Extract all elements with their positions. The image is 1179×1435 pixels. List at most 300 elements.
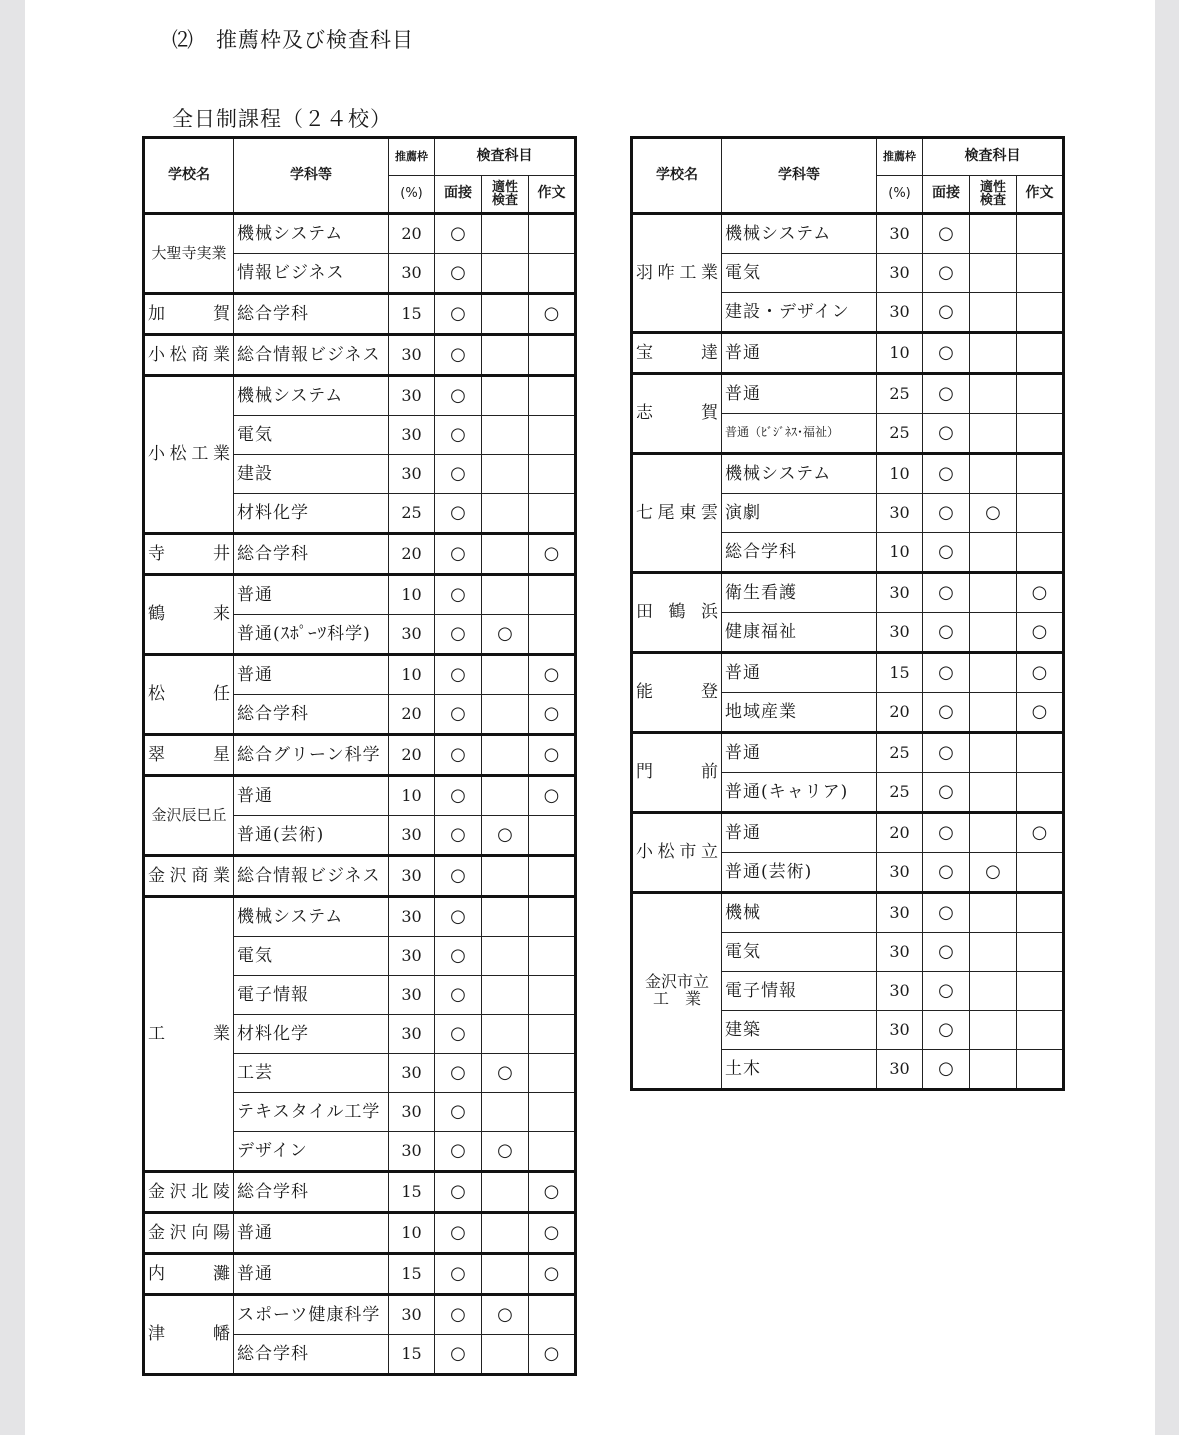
aptitude-mark	[970, 454, 1017, 494]
department-name: 総合学科	[722, 533, 877, 573]
interview-mark: ○	[923, 254, 970, 293]
essay-mark	[529, 254, 576, 294]
interview-mark: ○	[923, 454, 970, 494]
school-name: 金沢向陽	[144, 1213, 234, 1254]
quota-percent: 10	[389, 655, 435, 695]
header-interview: 面接	[435, 176, 482, 214]
table-row	[632, 653, 1064, 693]
quota-percent: 15	[877, 653, 923, 693]
interview-mark: ○	[435, 615, 482, 655]
school-name: 金沢北陵	[144, 1172, 234, 1213]
department-name: 総合学科	[234, 695, 389, 735]
table-row	[144, 735, 576, 776]
aptitude-mark	[482, 214, 529, 254]
essay-mark	[529, 575, 576, 615]
interview-mark: ○	[435, 455, 482, 494]
header-department: 学科等	[234, 138, 389, 214]
essay-mark	[1017, 972, 1064, 1011]
essay-mark	[529, 856, 576, 897]
department-name: 総合グリーン科学	[234, 735, 389, 776]
interview-mark: ○	[435, 335, 482, 376]
interview-mark: ○	[435, 1295, 482, 1335]
quota-percent: 30	[877, 293, 923, 333]
school-name: 工業	[144, 897, 234, 1172]
quota-percent: 30	[877, 893, 923, 933]
department-name: 電気	[722, 933, 877, 972]
department-name: 電気	[234, 937, 389, 976]
quota-percent: 30	[389, 816, 435, 856]
interview-mark: ○	[435, 294, 482, 335]
essay-mark	[529, 1015, 576, 1054]
table-row	[632, 573, 1064, 613]
essay-mark	[1017, 214, 1064, 254]
aptitude-mark	[970, 653, 1017, 693]
interview-mark: ○	[435, 976, 482, 1015]
essay-mark: ○	[1017, 653, 1064, 693]
interview-mark: ○	[435, 1054, 482, 1093]
essay-mark: ○	[529, 294, 576, 335]
department-name: 普通（ﾋﾞｼﾞﾈｽ･福祉）	[722, 414, 877, 454]
aptitude-mark	[970, 1050, 1017, 1090]
interview-mark: ○	[923, 773, 970, 813]
interview-mark: ○	[923, 1011, 970, 1050]
interview-mark: ○	[923, 333, 970, 374]
essay-mark	[1017, 494, 1064, 533]
quota-percent: 15	[389, 1172, 435, 1213]
header-essay: 作文	[1017, 176, 1064, 214]
table-row	[144, 1213, 576, 1254]
department-name: 機械システム	[234, 376, 389, 416]
school-name: 小松商業	[144, 335, 234, 376]
aptitude-mark	[970, 933, 1017, 972]
quota-percent: 20	[389, 695, 435, 735]
interview-mark: ○	[923, 494, 970, 533]
interview-mark: ○	[435, 816, 482, 856]
quota-percent: 30	[877, 1011, 923, 1050]
aptitude-mark	[482, 937, 529, 976]
quota-percent: 25	[877, 733, 923, 773]
aptitude-mark	[970, 333, 1017, 374]
department-name: 演劇	[722, 494, 877, 533]
header-school: 学校名	[144, 138, 234, 214]
aptitude-mark: ○	[482, 1132, 529, 1172]
school-name: 小松市立	[632, 813, 722, 893]
aptitude-mark	[970, 693, 1017, 733]
quota-percent: 30	[877, 214, 923, 254]
header-school: 学校名	[632, 138, 722, 214]
interview-mark: ○	[923, 533, 970, 573]
aptitude-mark	[482, 376, 529, 416]
quota-percent: 20	[389, 735, 435, 776]
interview-mark: ○	[923, 214, 970, 254]
quota-percent: 15	[389, 1335, 435, 1375]
essay-mark	[1017, 933, 1064, 972]
aptitude-mark	[970, 414, 1017, 454]
interview-mark: ○	[435, 534, 482, 575]
interview-mark: ○	[435, 1093, 482, 1132]
aptitude-mark	[482, 1172, 529, 1213]
aptitude-mark: ○	[482, 1054, 529, 1093]
school-name: 松任	[144, 655, 234, 735]
essay-mark	[529, 615, 576, 655]
interview-mark: ○	[435, 1335, 482, 1375]
aptitude-mark	[970, 573, 1017, 613]
quota-percent: 20	[389, 534, 435, 575]
aptitude-mark	[970, 773, 1017, 813]
quota-percent: 30	[389, 416, 435, 455]
header-department: 学科等	[722, 138, 877, 214]
essay-mark	[529, 335, 576, 376]
quota-percent: 15	[389, 1254, 435, 1295]
aptitude-mark	[482, 1254, 529, 1295]
interview-mark: ○	[435, 856, 482, 897]
essay-mark	[529, 816, 576, 856]
aptitude-mark	[482, 976, 529, 1015]
school-name: 大聖寺実業	[144, 214, 234, 294]
department-name: 電子情報	[234, 976, 389, 1015]
aptitude-mark	[482, 897, 529, 937]
table-row	[632, 733, 1064, 773]
department-name: 普通	[234, 1254, 389, 1295]
interview-mark: ○	[923, 972, 970, 1011]
department-name: 総合学科	[234, 1335, 389, 1375]
aptitude-mark	[970, 613, 1017, 653]
quota-percent: 30	[389, 976, 435, 1015]
school-name: 能登	[632, 653, 722, 733]
table-row	[632, 893, 1064, 933]
table-row	[144, 376, 576, 416]
essay-mark	[529, 976, 576, 1015]
department-name: 総合学科	[234, 294, 389, 335]
essay-mark: ○	[1017, 693, 1064, 733]
essay-mark	[529, 1093, 576, 1132]
quota-percent: 25	[877, 374, 923, 414]
table-row	[144, 776, 576, 816]
school-name: 羽咋工業	[632, 214, 722, 333]
essay-mark	[1017, 1050, 1064, 1090]
school-name: 宝達	[632, 333, 722, 374]
header-quota: 推薦枠	[389, 138, 435, 176]
aptitude-mark: ○	[970, 853, 1017, 893]
quota-percent: 30	[389, 1132, 435, 1172]
aptitude-mark	[482, 695, 529, 735]
aptitude-mark	[482, 534, 529, 575]
school-name: 翠星	[144, 735, 234, 776]
essay-mark	[529, 1295, 576, 1335]
interview-mark: ○	[923, 733, 970, 773]
aptitude-mark	[970, 293, 1017, 333]
essay-mark	[1017, 533, 1064, 573]
quota-percent: 20	[389, 214, 435, 254]
quota-percent: 30	[877, 933, 923, 972]
header-quota-unit: (%)	[877, 176, 923, 214]
aptitude-mark	[970, 214, 1017, 254]
school-name: 金沢商業	[144, 856, 234, 897]
table-row	[632, 454, 1064, 494]
interview-mark: ○	[435, 1254, 482, 1295]
quota-percent: 30	[389, 254, 435, 294]
quota-percent: 30	[877, 972, 923, 1011]
department-name: 普通	[234, 575, 389, 615]
interview-mark: ○	[435, 776, 482, 816]
aptitude-mark	[970, 733, 1017, 773]
interview-mark: ○	[435, 937, 482, 976]
table-row	[144, 575, 576, 615]
essay-mark	[1017, 893, 1064, 933]
interview-mark: ○	[435, 1015, 482, 1054]
interview-mark: ○	[923, 813, 970, 853]
aptitude-mark	[482, 1213, 529, 1254]
essay-mark	[529, 416, 576, 455]
aptitude-mark	[482, 294, 529, 335]
essay-mark: ○	[529, 695, 576, 735]
department-name: 普通	[722, 333, 877, 374]
essay-mark: ○	[1017, 573, 1064, 613]
interview-mark: ○	[435, 735, 482, 776]
interview-mark: ○	[435, 1172, 482, 1213]
essay-mark	[529, 214, 576, 254]
department-name: デザイン	[234, 1132, 389, 1172]
interview-mark: ○	[435, 214, 482, 254]
department-name: 機械	[722, 893, 877, 933]
interview-mark: ○	[435, 897, 482, 937]
quota-percent: 30	[389, 1054, 435, 1093]
department-name: 普通(芸術)	[234, 816, 389, 856]
aptitude-mark	[970, 813, 1017, 853]
aptitude-mark	[482, 494, 529, 534]
essay-mark	[529, 937, 576, 976]
quota-percent: 30	[389, 937, 435, 976]
quota-percent: 30	[389, 615, 435, 655]
department-name: 電気	[722, 254, 877, 293]
aptitude-mark	[970, 972, 1017, 1011]
essay-mark: ○	[529, 1254, 576, 1295]
aptitude-mark: ○	[482, 615, 529, 655]
department-name: 材料化学	[234, 1015, 389, 1054]
quota-percent: 25	[877, 414, 923, 454]
quota-percent: 10	[389, 776, 435, 816]
school-name: 津幡	[144, 1295, 234, 1375]
school-name: 志賀	[632, 374, 722, 454]
quota-percent: 15	[389, 294, 435, 335]
department-name: 土木	[722, 1050, 877, 1090]
essay-mark	[529, 376, 576, 416]
department-name: 普通	[722, 374, 877, 414]
department-name: 電子情報	[722, 972, 877, 1011]
aptitude-mark	[970, 1011, 1017, 1050]
interview-mark: ○	[923, 1050, 970, 1090]
department-name: 総合情報ビジネス	[234, 856, 389, 897]
quota-percent: 10	[877, 333, 923, 374]
department-name: 普通	[234, 776, 389, 816]
interview-mark: ○	[435, 1213, 482, 1254]
quota-table-right	[630, 136, 1065, 1091]
quota-percent: 30	[389, 335, 435, 376]
school-name: 鶴来	[144, 575, 234, 655]
aptitude-mark	[970, 374, 1017, 414]
school-name: 門前	[632, 733, 722, 813]
department-name: 機械システム	[722, 214, 877, 254]
aptitude-mark	[482, 335, 529, 376]
interview-mark: ○	[923, 653, 970, 693]
quota-percent: 25	[877, 773, 923, 813]
interview-mark: ○	[435, 376, 482, 416]
table-row	[144, 335, 576, 376]
interview-mark: ○	[923, 293, 970, 333]
interview-mark: ○	[435, 655, 482, 695]
quota-percent: 10	[389, 1213, 435, 1254]
essay-mark	[1017, 293, 1064, 333]
department-name: テキスタイル工学	[234, 1093, 389, 1132]
essay-mark: ○	[529, 534, 576, 575]
interview-mark: ○	[435, 254, 482, 294]
department-name: 材料化学	[234, 494, 389, 534]
aptitude-mark: ○	[482, 1295, 529, 1335]
interview-mark: ○	[923, 414, 970, 454]
school-name: 小松工業	[144, 376, 234, 534]
header-quota: 推薦枠	[877, 138, 923, 176]
table-row	[632, 813, 1064, 853]
department-name: スポーツ健康科学	[234, 1295, 389, 1335]
quota-percent: 10	[389, 575, 435, 615]
interview-mark: ○	[923, 693, 970, 733]
header-row	[632, 138, 1064, 176]
aptitude-mark	[482, 735, 529, 776]
quota-table-left	[142, 136, 577, 1376]
table-row	[632, 333, 1064, 374]
table-row	[144, 1172, 576, 1213]
table-row	[144, 655, 576, 695]
essay-mark	[1017, 1011, 1064, 1050]
quota-percent: 20	[877, 813, 923, 853]
quota-percent: 30	[389, 455, 435, 494]
header-aptitude: 適性 検査	[482, 176, 529, 214]
quota-percent: 30	[389, 376, 435, 416]
department-name: 工芸	[234, 1054, 389, 1093]
aptitude-mark	[482, 1335, 529, 1375]
quota-percent: 30	[877, 494, 923, 533]
essay-mark	[1017, 853, 1064, 893]
school-name: 内灘	[144, 1254, 234, 1295]
quota-percent: 10	[877, 533, 923, 573]
table-row	[144, 214, 576, 254]
quota-percent: 30	[877, 573, 923, 613]
department-name: 普通	[722, 813, 877, 853]
aptitude-mark	[970, 254, 1017, 293]
interview-mark: ○	[435, 695, 482, 735]
quota-percent: 30	[389, 1093, 435, 1132]
department-name: 普通(芸術)	[722, 853, 877, 893]
header-interview: 面接	[923, 176, 970, 214]
table-row	[144, 1254, 576, 1295]
table-row	[144, 534, 576, 575]
aptitude-mark	[970, 893, 1017, 933]
department-name: 普通	[722, 653, 877, 693]
essay-mark	[529, 897, 576, 937]
quota-percent: 30	[389, 856, 435, 897]
quota-percent: 25	[389, 494, 435, 534]
interview-mark: ○	[435, 416, 482, 455]
table-row	[632, 214, 1064, 254]
department-name: 普通	[234, 1213, 389, 1254]
school-name: 七尾東雲	[632, 454, 722, 573]
essay-mark	[529, 1054, 576, 1093]
department-name: 普通(キャリア)	[722, 773, 877, 813]
quota-percent: 30	[877, 613, 923, 653]
aptitude-mark	[482, 776, 529, 816]
essay-mark: ○	[529, 1172, 576, 1213]
essay-mark: ○	[529, 776, 576, 816]
interview-mark: ○	[435, 494, 482, 534]
essay-mark	[1017, 254, 1064, 293]
essay-mark: ○	[529, 1213, 576, 1254]
quota-percent: 30	[877, 1050, 923, 1090]
aptitude-mark	[482, 655, 529, 695]
essay-mark	[529, 1132, 576, 1172]
aptitude-mark	[482, 254, 529, 294]
department-name: 建設	[234, 455, 389, 494]
essay-mark: ○	[529, 735, 576, 776]
school-name: 寺井	[144, 534, 234, 575]
header-row	[144, 138, 576, 176]
header-essay: 作文	[529, 176, 576, 214]
header-aptitude: 適性 検査	[970, 176, 1017, 214]
school-name: 加賀	[144, 294, 234, 335]
department-name: 機械システム	[234, 897, 389, 937]
interview-mark: ○	[923, 613, 970, 653]
table-row	[144, 1295, 576, 1335]
quota-percent: 30	[877, 853, 923, 893]
school-name: 金沢市立 工 業	[632, 893, 722, 1090]
department-name: 普通(ｽﾎﾟｰﾂ科学)	[234, 615, 389, 655]
department-name: 普通	[234, 655, 389, 695]
essay-mark	[1017, 374, 1064, 414]
essay-mark	[1017, 454, 1064, 494]
interview-mark: ○	[923, 853, 970, 893]
table-row	[144, 856, 576, 897]
table-row	[144, 897, 576, 937]
school-name: 田鶴浜	[632, 573, 722, 653]
essay-mark: ○	[529, 655, 576, 695]
section-heading: ⑵ 推薦枠及び検査科目	[172, 28, 414, 52]
essay-mark	[529, 494, 576, 534]
aptitude-mark	[482, 1015, 529, 1054]
aptitude-mark	[482, 575, 529, 615]
quota-percent: 20	[877, 693, 923, 733]
quota-percent: 10	[877, 454, 923, 494]
department-name: 総合情報ビジネス	[234, 335, 389, 376]
essay-mark	[1017, 773, 1064, 813]
department-name: 建築	[722, 1011, 877, 1050]
aptitude-mark	[482, 856, 529, 897]
quota-percent: 30	[389, 1015, 435, 1054]
aptitude-mark	[482, 1093, 529, 1132]
interview-mark: ○	[923, 374, 970, 414]
department-name: 電気	[234, 416, 389, 455]
essay-mark	[1017, 333, 1064, 374]
department-name: 総合学科	[234, 534, 389, 575]
quota-percent: 30	[877, 254, 923, 293]
aptitude-mark	[482, 416, 529, 455]
quota-percent: 30	[389, 1295, 435, 1335]
interview-mark: ○	[923, 933, 970, 972]
department-name: 衛生看護	[722, 573, 877, 613]
department-name: 地域産業	[722, 693, 877, 733]
department-name: 建設・デザイン	[722, 293, 877, 333]
school-name: 金沢辰巳丘	[144, 776, 234, 856]
quota-percent: 30	[389, 897, 435, 937]
aptitude-mark: ○	[970, 494, 1017, 533]
